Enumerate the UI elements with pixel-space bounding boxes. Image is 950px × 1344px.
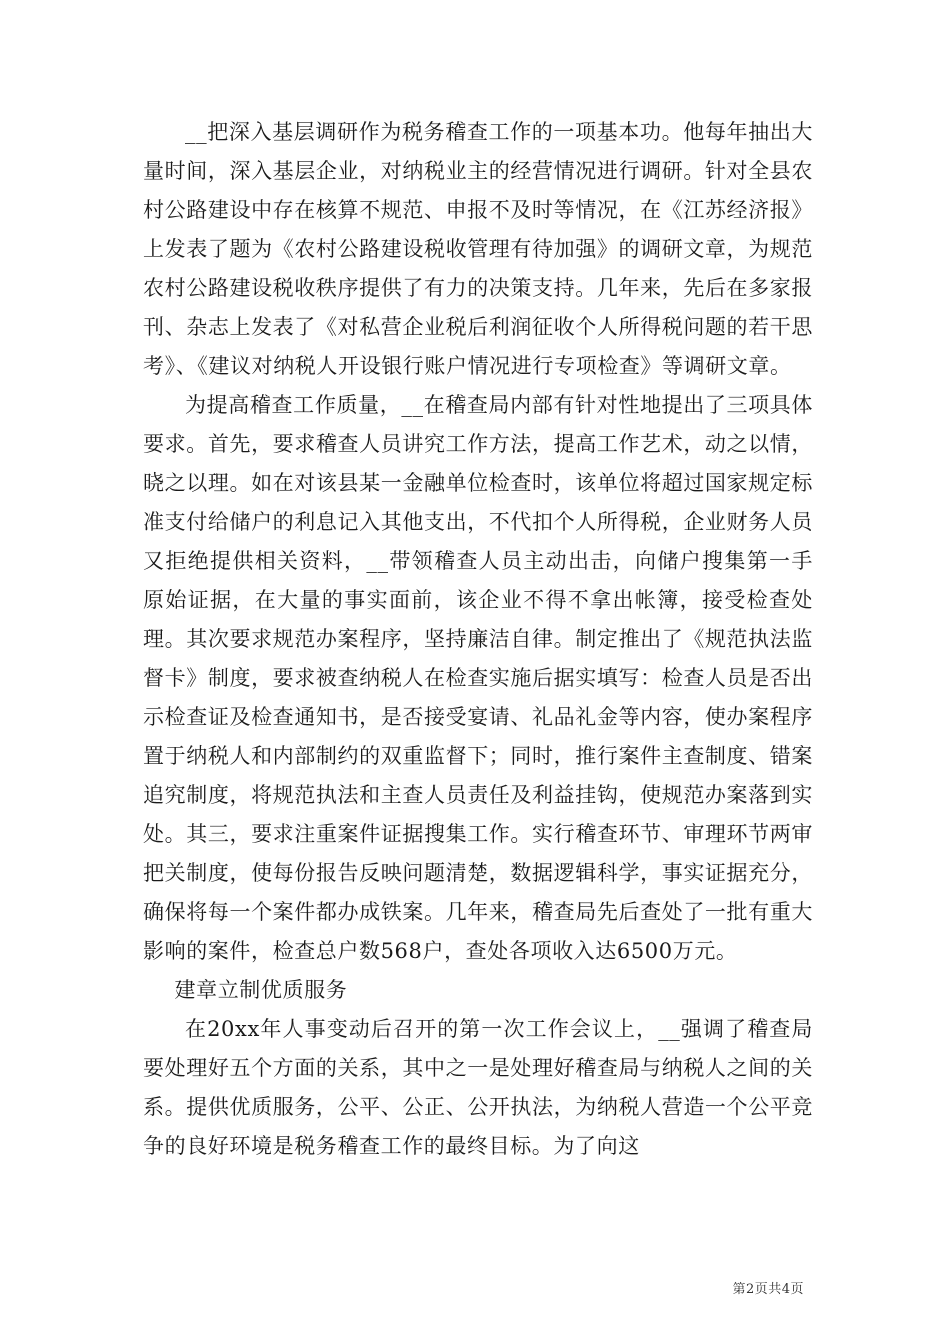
page-number-footer: 第2页共4页 <box>732 1282 804 1297</box>
paragraph-audit-quality: 为提高稽查工作质量，__在稽查局内部有针对性地提出了三项具体要求。首先，要求稽查人员讲究工作方法，提高工作艺术，动之以情，晓之以理。如在对该县某一金融单位检查时，该单位将超过国家规定标准支付给储户的利息记入其他支出，不代扣个人所得税，企业财务人员又拒绝提供相关资料，__带领稽查人员主动出击，向储户搜集第一手原始证据，在大量的事实面前，该企业不得不拿出帐簿，接受检查处理。其次要求规范办案程序，坚持廉洁自律。制定推出了《规范执法监督卡》制度，要求被查纳税人在检查实施后据实填写：检查人员是否出示检查证及检查通知书，是否接受宴请、礼品礼金等内容，使办案程序置于纳税人和内部制约的双重监督下；同时，推行案件主查制度、错案追究制度，将规范执法和主查人员责任及利益挂钩，使规范办案落到实处。其三，要求注重案件证据搜集工作。实行稽查环节、审理环节两审把关制度，使每份报告反映问题清楚，数据逻辑科学，事实证据充分，确保将每一个案件都办成铁案。几年来，稽查局先后查处了一批有重大影响的案件，检查总户数568户，查处各项收入达6500万元。 <box>143 393 813 963</box>
paragraph-research: __把深入基层调研作为税务稽查工作的一项基本功。他每年抽出大量时间，深入基层企业，对纳税业主的经营情况进行调研。针对全县农村公路建设中存在核算不规范、申报不及时等情况，在《江苏经济报》上发表了题为《农村公路建设税收管理有待加强》的调研文章，为规范农村公路建设税收秩序提供了有力的决策支持。几年来，先后在多家报刊、杂志上发表了《对私营企业税后利润征收个人所得税问题的若干思考》、《建议对纳税人开设银行账户情况进行专项检查》等调研文章。 <box>143 120 813 378</box>
section-heading: 建章立制优质服务 <box>174 978 348 1002</box>
document-body <box>143 113 813 1166</box>
paragraph-service: 在20xx年人事变动后召开的第一次工作会议上，__强调了稽查局要处理好五个方面的关系，其中之一是处理好稽查局与纳税人之间的关系。提供优质服务，公平、公正、公开执法，为纳税人营造一个公平竞争的良好环境是税务稽查工作的最终目标。为了向这 <box>143 1017 813 1158</box>
